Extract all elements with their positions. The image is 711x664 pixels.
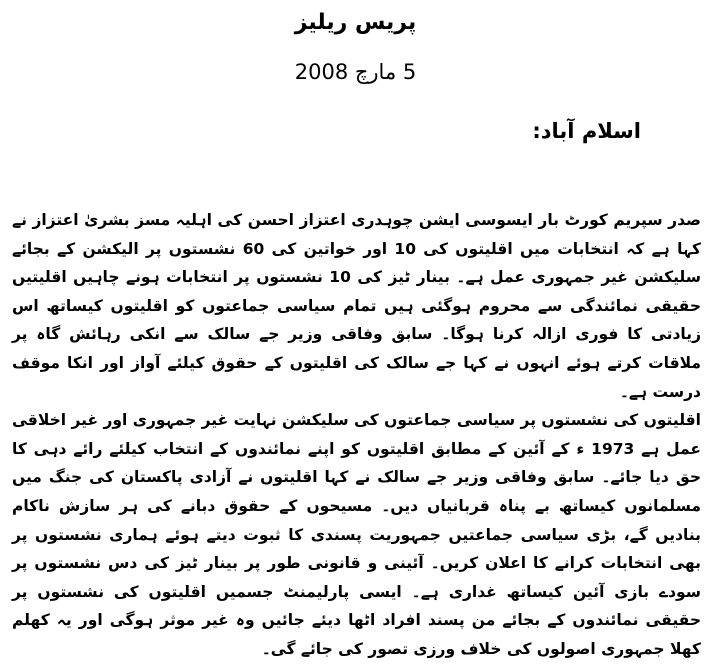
body-paragraph: صدر سپریم کورٹ بار ایسوسی ایشن چوہدری اعتزاز احسن کی اہلیہ مسز بشریٰ اعتزاز نے کہا ہے کہ انتخابات میں اقلیتوں کی 10 اور خواتین کی 60 نشستوں پر الیکشن کے بجائے سلیکشن غیر جمہوری عمل ہے۔ بینار ٹیز کی 10 نشستوں پر انتخابات ہونے چاہیں اقلیتیں حقیقی نمائندگی سے محروم ہوگئی ہیں تمام سیاسی جماعتوں کو اقلیتوں کیساتھ اس زیادتی کا فوری ازالہ کرنا ہوگا۔ سابق وفاقی وزیر جے سالک سے انکی رہائش گاہ پر ملاقات کرتے ہوئے انہوں نے کہا جے سالک کی اقلیتوں کے حقوق کیلئے آواز اور انکا موقف درست ہے۔ xyxy=(12,211,701,401)
body-paragraph: اقلیتوں کی نشستوں پر سیاسی جماعتوں کی سلیکشن نہایت غیر جمہوری اور غیر اخلاقی عمل ہے 1973 ء کے آئین کے مطابق اقلیتوں کو اپنے نمائندوں کے انتخاب کیلئے رائے دہی کا حق دیا جائے۔ سابق وفاقی وزیر جے سالک نے کہا اقلیتوں نے آزادی پاکستان کی جنگ میں مسلمانوں کیساتھ بے پناہ قربانیاں دیں۔ مسیحوں کے حقوق دبانے کی ہر سازش ناکام بنادیں گے، بڑی سیاسی جماعتیں جمہوریت پسندی کا ثبوت دیتے ہوئے ہماری نشستوں پر بھی انتخابات کرانے کا اعلان کریں۔ آئینی و قانونی طور پر بینار ٹیز کی دس نشستوں پر سودے بازی آئین کیساتھ غداری ہے۔ ایسی پارلیمنٹ جسمیں اقلیتوں کی نشستوں پر حقیقی نمائندوں کے بجائے من پسند افراد اٹھا دیئے جائیں وہ غیر موثر ہوگی اور یہ کھلم کھلا جمہوری اصولوں کی خلاف ورزی تصور کی جائے گی۔ xyxy=(12,411,701,658)
dateline-place: اسلام آباد: xyxy=(532,119,641,143)
document-title: پریس ریلیز xyxy=(294,10,417,35)
press-release-body xyxy=(12,206,701,664)
document-date: 5 مارچ 2008 xyxy=(294,60,417,84)
